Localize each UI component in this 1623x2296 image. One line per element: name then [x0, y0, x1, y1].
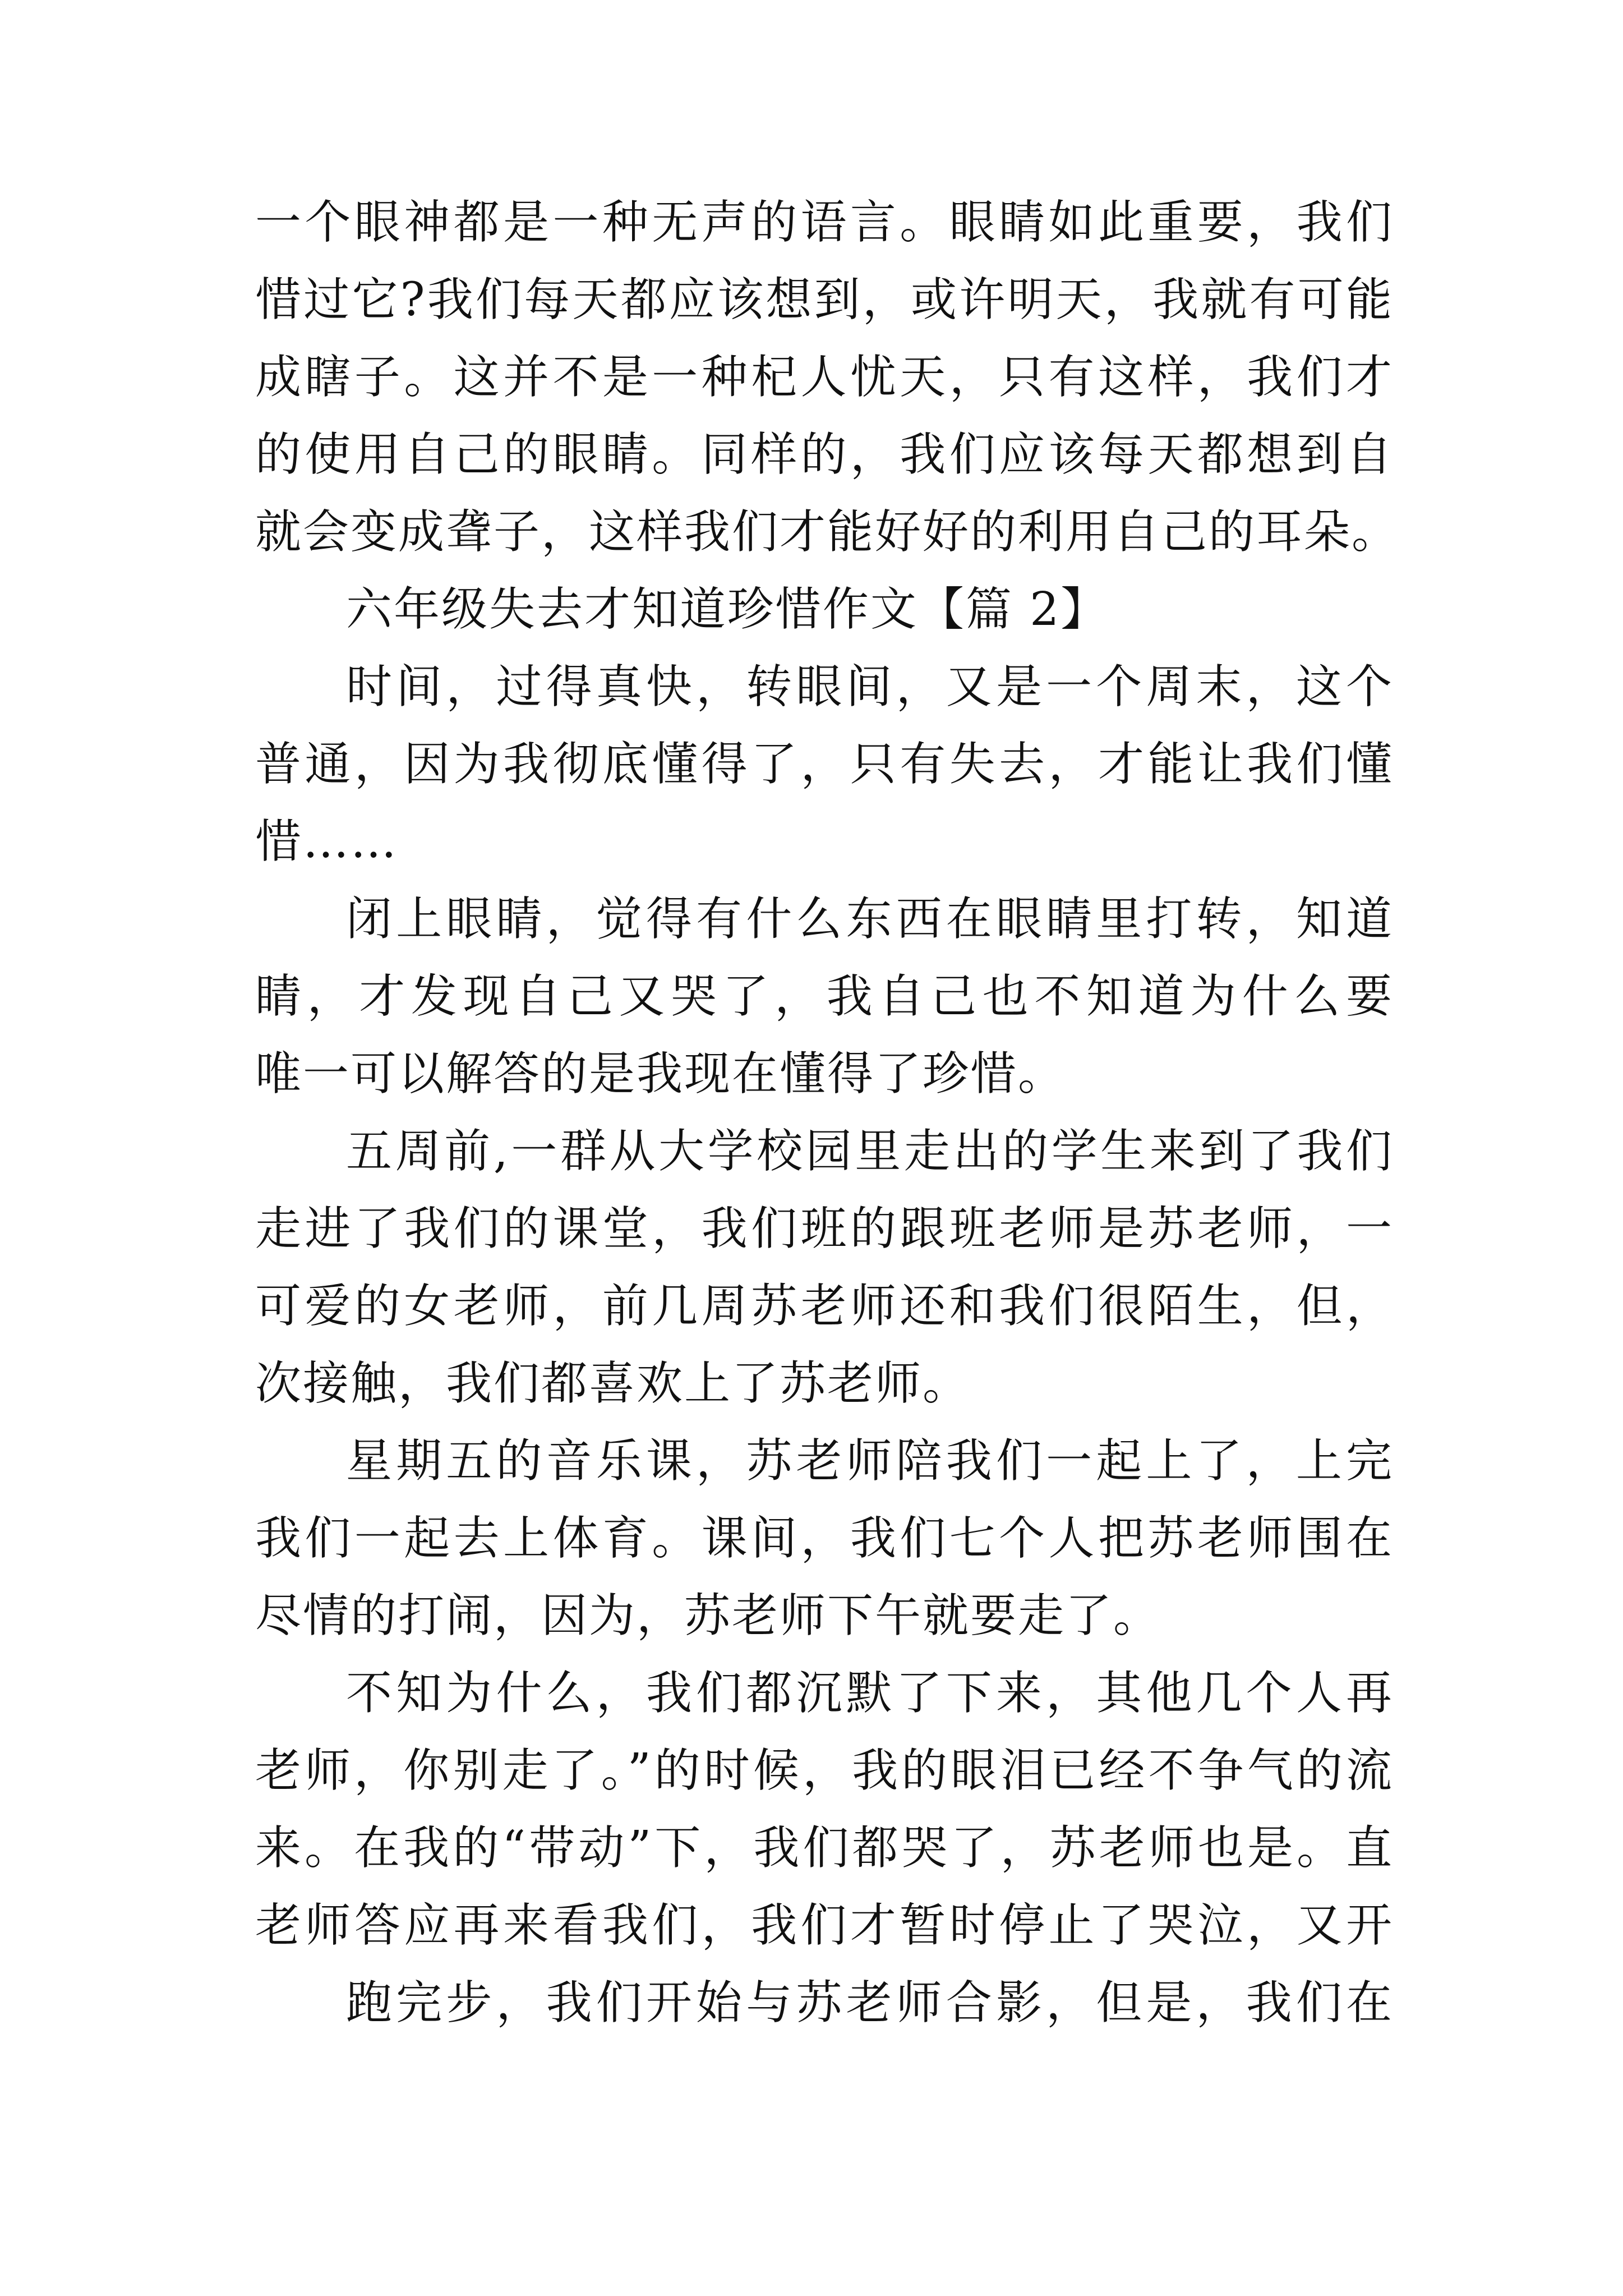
text-line: 唯一可以解答的是我现在懂得了珍惜。: [255, 1047, 1066, 1101]
text-line: 睛，才发现自己又哭了，我自己也不知道为什么要: [255, 970, 1394, 1023]
text-line: 我们一起去上体育。课间，我们七个人把苏老师围在: [255, 1512, 1394, 1565]
text-line: 五周前,一群从大学校园里走出的学生来到了我们: [346, 1125, 1394, 1178]
text-line: 就会变成聋子，这样我们才能好好的利用自己的耳朵。: [255, 505, 1400, 559]
text-line: 不知为什么，我们都沉默了下来，其他几个人再: [346, 1667, 1394, 1720]
text-line: 老师答应再来看我们，我们才暂时停止了哭泣，又开: [255, 1899, 1394, 1952]
text-line: 尽情的打闹，因为，苏老师下午就要走了。: [255, 1589, 1161, 1642]
text-line: 一个眼神都是一种无声的语言。眼睛如此重要，我们: [255, 196, 1394, 249]
text-line: 惜……: [255, 815, 399, 868]
text-line: 可爱的女老师，前几周苏老师还和我们很陌生，但，: [255, 1280, 1394, 1333]
text-line: 星期五的音乐课，苏老师陪我们一起上了，上完: [346, 1434, 1394, 1488]
text-line: 成瞎子。这并不是一种杞人忧天，只有这样，我们才: [255, 351, 1394, 404]
text-line: 时间，过得真快，转眼间，又是一个周末，这个: [346, 660, 1394, 714]
document-body: [255, 184, 1400, 2042]
text-line: 普通，因为我彻底懂得了，只有失去，才能让我们懂: [255, 738, 1394, 791]
text-line: 走进了我们的课堂，我们班的跟班老师是苏老师，一: [255, 1202, 1394, 1255]
text-line: 闭上眼睛，觉得有什么东西在眼睛里打转，知道: [346, 892, 1394, 946]
section-heading: 六年级失去才知道珍惜作文【篇 2】: [346, 583, 1109, 636]
text-line: 跑完步，我们开始与苏老师合影，但是，我们在: [346, 1976, 1394, 2030]
text-line: 的使用自己的眼睛。同样的，我们应该每天都想到自: [255, 428, 1394, 481]
text-line: 次接触，我们都喜欢上了苏老师。: [255, 1357, 971, 1410]
text-line: 老师，你别走了。”的时候，我的眼泪已经不争气的流: [255, 1744, 1394, 1797]
text-line: 来。在我的“带动”下，我们都哭了，苏老师也是。直: [255, 1821, 1394, 1875]
text-line: 惜过它?我们每天都应该想到，或许明天，我就有可能: [255, 273, 1394, 326]
